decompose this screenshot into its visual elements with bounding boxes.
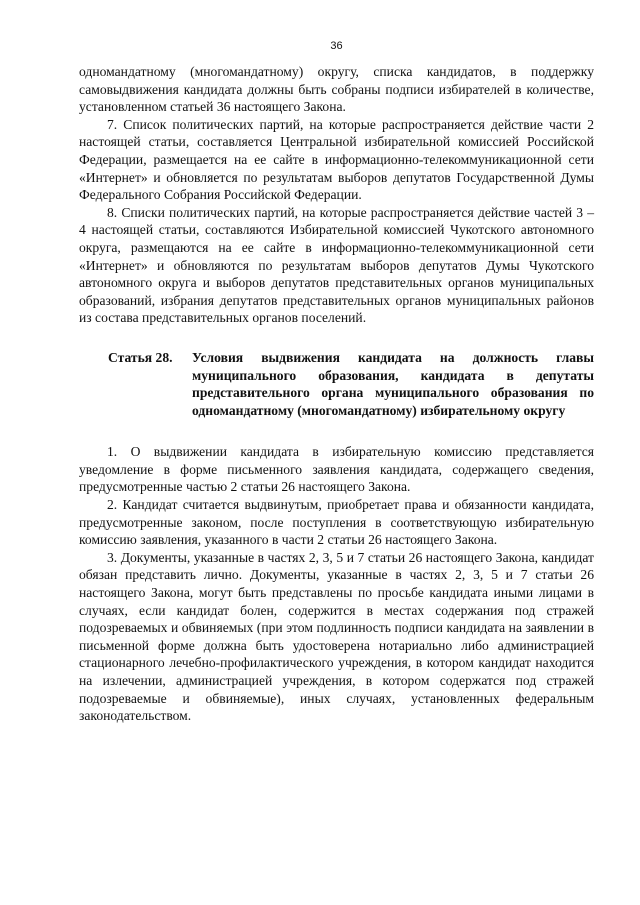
page-number: 36 [330, 40, 343, 52]
article-label: Статья 28. [108, 349, 173, 365]
paragraph-3: 3. Документы, указанные в частях 2, 3, 5 и 7 статьи 26 настоящего Закона, кандидат обязан представить лично. Документы, указанные в частях 2, 3, 5 и 7 статьи 26 настоящего Закона, могут быть представлены по просьбе кандидата иными лицами в случаях, если кандидат болен, содержится в местах содержания под стражей подозреваемых и обвиняемых (при этом подлинность подписи кандидата на заявлении в письменной форме должна быть удостоверена нотариально либо администрацией стационарного лечебно-профилактического учреждения, в котором кандидат находится на излечении, администрацией учреждения, в котором содержатся под стражей подозреваемые и обвиняемые), иных случаях, установленных федеральным законодательством. [79, 549, 594, 724]
article-title: Условия выдвижения кандидата на должность главы муниципального образования, кандидата в депутаты представительного органа муниципального образования по одномандатному (многомандатному) избирательному округу [192, 349, 594, 418]
article-heading [108, 349, 594, 419]
paragraph-8: 8. Списки политических партий, на которые распространяется действие частей 3 – 4 настоящей статьи, составляются Избирательной комиссией Чукотского автономного округа, размещаются на ее сайте в информационно-телекоммуникационной сети «Интернет» и обновляются по результатам выборов депутатов Думы Чукотского автономного округа и выборов депутатов представительных органов муниципальных образований, избрания депутатов представительных органов муниципальных районов из состава представительных органов поселений. [79, 204, 594, 326]
paragraph-2: 2. Кандидат считается выдвинутым, приобретает права и обязанности кандидата, предусмотренные законом, после поступления в соответствующую избирательную комиссию заявления, указанного в части 2 статьи 26 настоящего Закона. [79, 497, 594, 548]
paragraph-7: 7. Список политических партий, на которые распространяется действие части 2 настоящей статьи, составляется Центральной избирательной комиссией Российской Федерации, размещается на ее сайте в информационно-телекоммуникационной сети «Интернет» и обновляется по результатам выборов депутатов Государственной Думы Федерального Собрания Российской Федерации. [79, 116, 594, 203]
paragraph-1: 1. О выдвижении кандидата в избирательную комиссию представляется уведомление в форме письменного заявления кандидата, содержащего сведения, предусмотренные частью 2 статьи 26 настоящего Закона. [79, 444, 594, 495]
paragraph-continuation: одномандатному (многомандатному) округу, списка кандидатов, в поддержку самовыдвижения кандидата должны быть собраны подписи избирателей в количестве, установленном статьей 36 настоящего Закона. [79, 64, 594, 115]
